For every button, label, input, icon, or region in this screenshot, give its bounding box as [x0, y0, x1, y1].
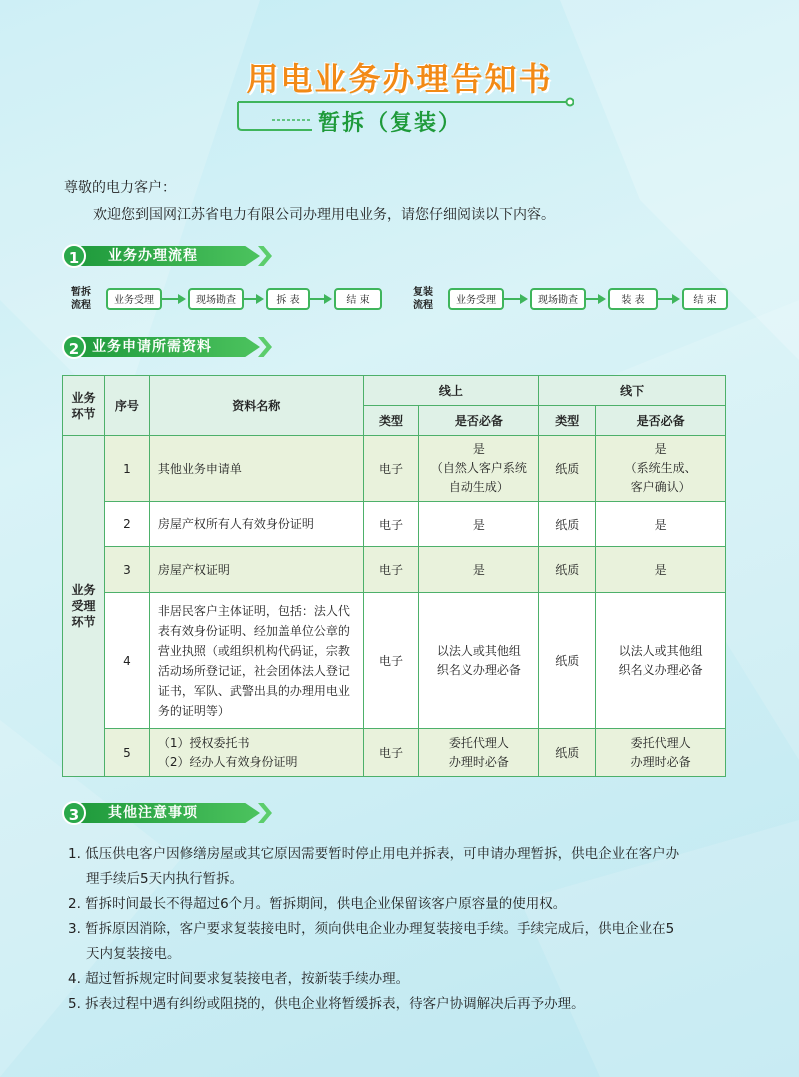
- flow-step: 结 束: [334, 288, 382, 310]
- section-1-header: [62, 244, 272, 268]
- flow-step: 业务受理: [448, 288, 504, 310]
- offline-type: 纸质: [539, 593, 596, 729]
- section-number: 3: [62, 801, 86, 825]
- row-number: 5: [104, 729, 149, 777]
- header-online: 线上: [363, 376, 539, 406]
- online-type: 电子: [363, 436, 419, 502]
- offline-type: 纸质: [539, 502, 596, 547]
- offline-type: 纸质: [539, 436, 596, 502]
- offline-required: 是: [596, 502, 726, 547]
- arrow-right-icon: [162, 293, 188, 305]
- online-required: 是 （自然人客户系统 自动生成）: [419, 436, 539, 502]
- arrow-right-icon: [244, 293, 266, 305]
- offline-required: 委托代理人 办理时必备: [596, 729, 726, 777]
- row-number: 4: [104, 593, 149, 729]
- notes-list: [68, 842, 738, 1017]
- row-number: 3: [104, 547, 149, 593]
- flow-label-restore: 复装流程: [413, 287, 433, 311]
- doc-name: （1）授权委托书 （2）经办人有效身份证明: [149, 729, 363, 777]
- list-item: 1. 低压供电客户因修缮房屋或其它原因需要暂时停止用电并拆表，可申请办理暂拆，供电企业在客户办: [68, 846, 680, 862]
- table-row: [63, 436, 726, 502]
- offline-type: 纸质: [539, 729, 596, 777]
- table-row: [63, 502, 726, 547]
- online-required: 是: [419, 547, 539, 593]
- row-number: 2: [104, 502, 149, 547]
- flow-step: 现场勘查: [530, 288, 586, 310]
- page-title: 用电业务办理告知书: [246, 60, 553, 98]
- section-title: 其他注意事项: [108, 805, 198, 821]
- greeting: 尊敬的电力客户：: [64, 180, 176, 196]
- list-item-continuation: 天内复装接电。: [86, 946, 181, 962]
- section-title: 业务申请所需资料: [92, 339, 212, 355]
- offline-required: 是: [596, 547, 726, 593]
- online-required: 是: [419, 502, 539, 547]
- header-type: 类型: [363, 406, 419, 436]
- arrow-right-icon: [310, 293, 334, 305]
- online-required: 以法人或其他组 织名义办理必备: [419, 593, 539, 729]
- offline-type: 纸质: [539, 547, 596, 593]
- flow-step: 拆 表: [266, 288, 310, 310]
- documents-table: [62, 375, 726, 777]
- arrow-right-icon: [504, 293, 530, 305]
- flow-step: 装 表: [608, 288, 658, 310]
- flow-step: 结 束: [682, 288, 728, 310]
- offline-required: 以法人或其他组 织名义办理必备: [596, 593, 726, 729]
- arrow-right-icon: [658, 293, 682, 305]
- flow-step: 业务受理: [106, 288, 162, 310]
- doc-name: 其他业务申请单: [149, 436, 363, 502]
- offline-required: 是 （系统生成、 客户确认）: [596, 436, 726, 502]
- header-required: 是否必备: [419, 406, 539, 436]
- doc-name: 房屋产权所有人有效身份证明: [149, 502, 363, 547]
- list-item: 5. 拆表过程中遇有纠纷或阻挠的，供电企业将暂缓拆表，待客户协调解决后再予办理。: [68, 996, 585, 1012]
- section-2-header: [62, 335, 272, 359]
- flow-step: 现场勘查: [188, 288, 244, 310]
- header-type: 类型: [539, 406, 596, 436]
- header-stage: 业务环节: [63, 376, 105, 436]
- header-offline: 线下: [539, 376, 726, 406]
- table-row: [63, 547, 726, 593]
- stage-cell: 业务受理环节: [63, 436, 105, 777]
- online-type: 电子: [363, 502, 419, 547]
- table-row: [63, 593, 726, 729]
- intro-text: 欢迎您到国网江苏省电力有限公司办理用电业务，请您仔细阅读以下内容。: [93, 207, 555, 223]
- online-required: 委托代理人 办理时必备: [419, 729, 539, 777]
- header-doc-name: 资料名称: [149, 376, 363, 436]
- section-3-header: [62, 801, 272, 825]
- flow-label-suspend: 暂拆流程: [71, 287, 91, 311]
- header-number: 序号: [104, 376, 149, 436]
- section-number: 1: [62, 244, 86, 268]
- header-required: 是否必备: [596, 406, 726, 436]
- page-subtitle: 暂拆（复装）: [318, 111, 463, 136]
- online-type: 电子: [363, 729, 419, 777]
- doc-name: 非居民客户主体证明，包括：法人代表有效身份证明、经加盖单位公章的营业执照（或组织机构代码证，宗教活动场所登记证，社会团体法人登记证书，军队、武警出具的办理用电业务的证明等）: [149, 593, 363, 729]
- list-item: 3. 暂拆原因消除，客户要求复装接电时，须向供电企业办理复装接电手续。手续完成后，供电企业在5: [68, 921, 675, 937]
- list-item: 2. 暂拆时间最长不得超过6个月。暂拆期间，供电企业保留该客户原容量的使用权。: [68, 896, 567, 912]
- section-number: 2: [62, 335, 86, 359]
- online-type: 电子: [363, 547, 419, 593]
- row-number: 1: [104, 436, 149, 502]
- list-item-continuation: 理手续后5天内执行暂拆。: [86, 871, 244, 887]
- table-row: [63, 729, 726, 777]
- online-type: 电子: [363, 593, 419, 729]
- section-title: 业务办理流程: [108, 248, 198, 264]
- list-item: 4. 超过暂拆规定时间要求复装接电者，按新装手续办理。: [68, 971, 410, 987]
- arrow-right-icon: [586, 293, 608, 305]
- doc-name: 房屋产权证明: [149, 547, 363, 593]
